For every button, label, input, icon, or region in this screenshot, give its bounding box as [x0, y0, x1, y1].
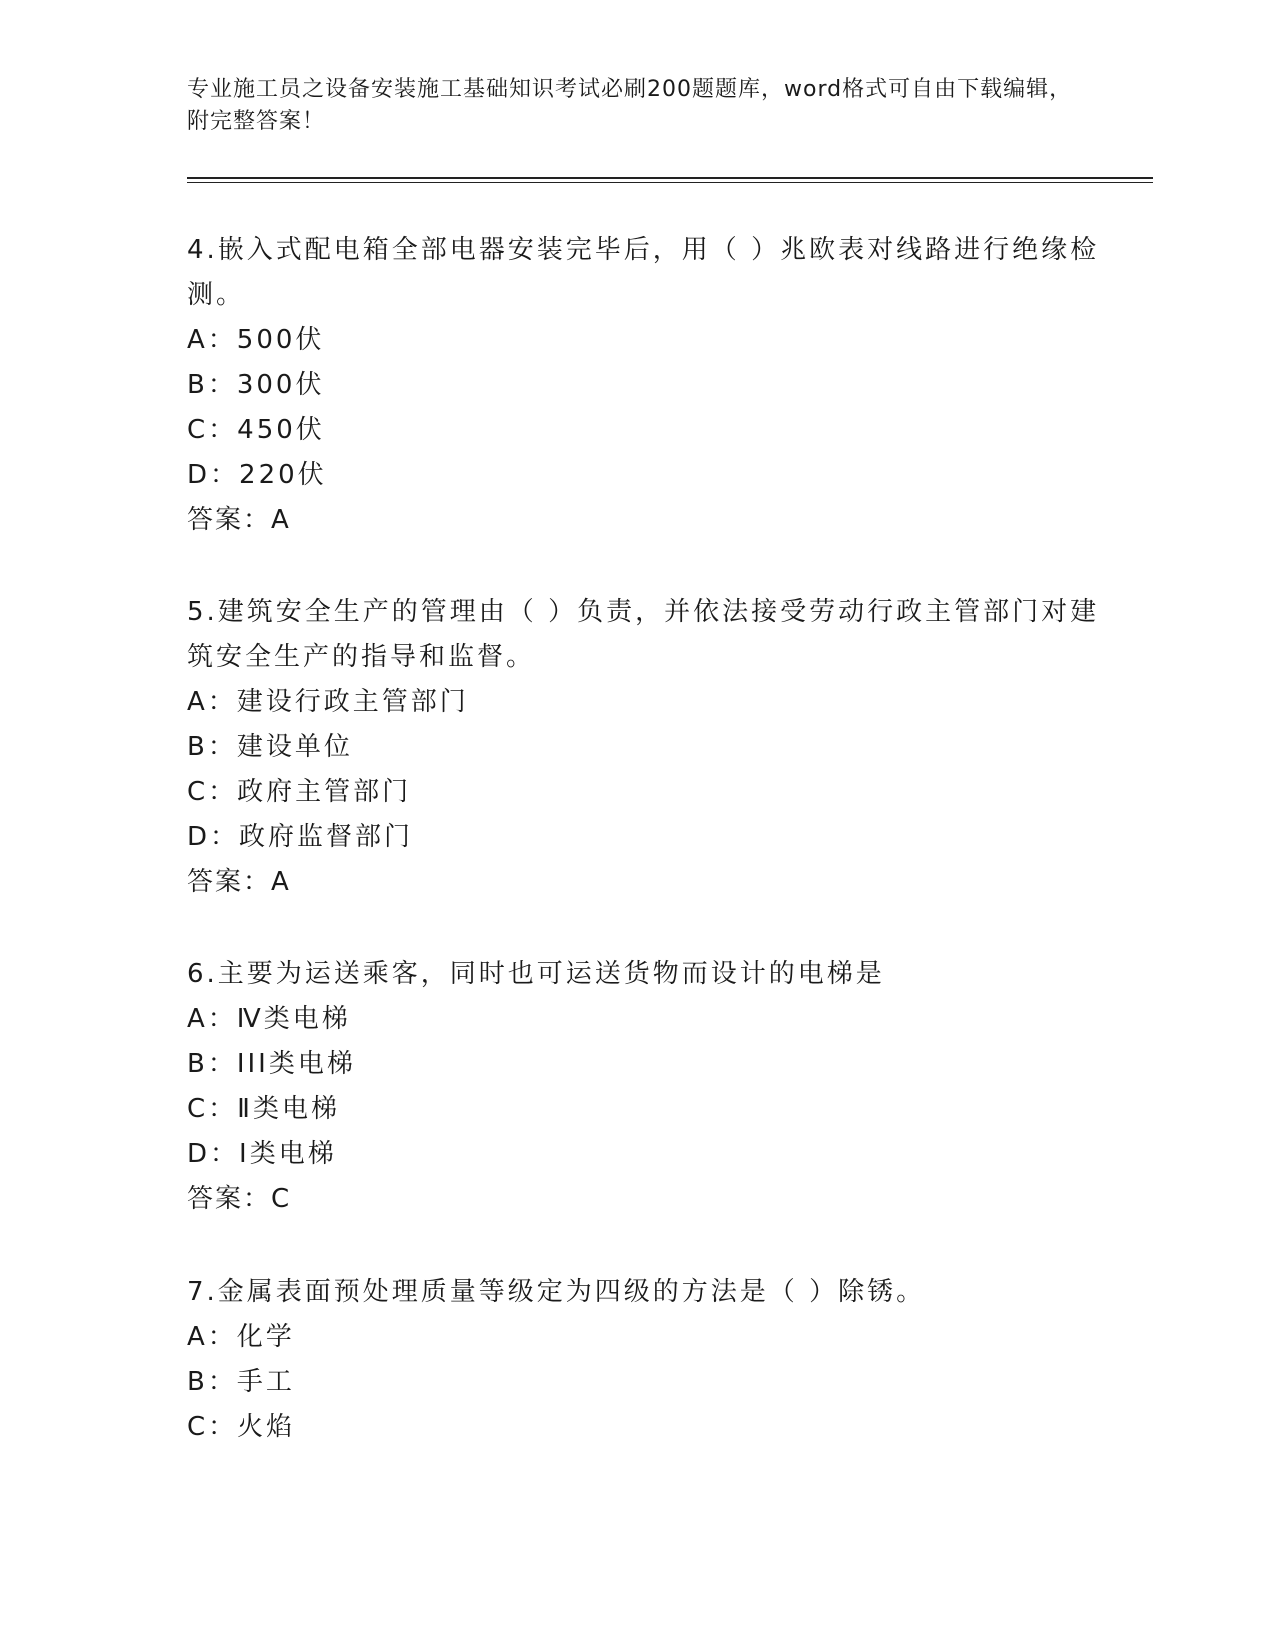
question-text: 5.建筑安全生产的管理由（ ）负责，并依法接受劳动行政主管部门对建筑安全生产的指导和监督。 [187, 597, 1100, 672]
option-d: D：政府监督部门 [187, 822, 414, 852]
option-d: D：220伏 [187, 460, 327, 490]
option-c: C：450伏 [187, 415, 325, 445]
question-text: 4.嵌入式配电箱全部电器安装完毕后，用（ ）兆欧表对线路进行绝缘检测。 [187, 235, 1100, 310]
option-d: D：I类电梯 [187, 1139, 337, 1169]
document-header: 专业施工员之设备安装施工基础知识考试必刷200题题库，word格式可自由下载编辑，附完整答案！ [187, 77, 1073, 134]
option-a: A：化学 [187, 1322, 295, 1352]
option-b: B：手工 [187, 1367, 295, 1397]
question-5 [187, 590, 1107, 905]
question-7 [187, 1270, 1107, 1450]
option-c: C：Ⅱ类电梯 [187, 1094, 340, 1124]
option-b: B：300伏 [187, 370, 325, 400]
header-rule-thick [187, 177, 1153, 179]
question-text: 7.金属表面预处理质量等级定为四级的方法是（ ）除锈。 [187, 1277, 926, 1307]
question-text: 6.主要为运送乘客，同时也可运送货物而设计的电梯是 [187, 959, 885, 989]
header-rule-thin [187, 182, 1153, 183]
option-c: C：政府主管部门 [187, 777, 412, 807]
answer-label: 答案：C [187, 1184, 292, 1214]
option-a: A：建设行政主管部门 [187, 687, 469, 717]
option-c: C：火焰 [187, 1412, 296, 1442]
option-b: B：建设单位 [187, 732, 353, 762]
question-4 [187, 228, 1107, 543]
option-a: A：Ⅳ类电梯 [187, 1004, 351, 1034]
option-b: B：III类电梯 [187, 1049, 356, 1079]
option-a: A：500伏 [187, 325, 325, 355]
answer-label: 答案：A [187, 867, 291, 897]
answer-label: 答案：A [187, 505, 291, 535]
question-6 [187, 952, 1107, 1222]
